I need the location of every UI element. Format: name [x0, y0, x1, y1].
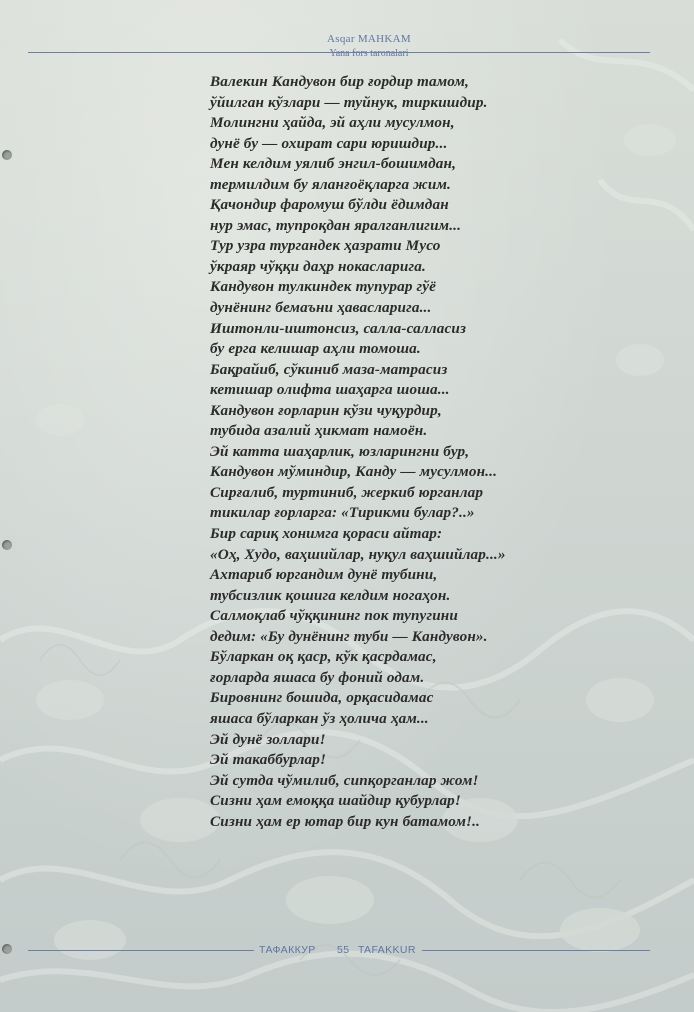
poem-line: Кандувон тулкиндек тупурар гўё: [210, 278, 437, 296]
poem-line: кетишар олифта шаҳарга шоша...: [210, 381, 450, 399]
page-number: 55: [337, 944, 350, 956]
poem-line: Эй такаббурлар!: [210, 751, 327, 769]
header-work-title: Yana fors taronalari: [329, 48, 409, 59]
poem-line: дунё бу — охират сари юришдир...: [210, 134, 448, 152]
poem-line: ғорларда яшаса бу фоний одам.: [210, 668, 425, 686]
poem-line: Сизни ҳам ер ютар бир кун батамом!..: [210, 812, 480, 830]
poem-line: Молингни ҳайда, эй аҳли мусулмон,: [210, 114, 455, 132]
poem-line: Салмоқлаб чўққининг пок тупугини: [210, 607, 458, 625]
poem-line: Қачондир фаромуш бўлди ёдимдан: [210, 196, 449, 214]
poem-line: «Оҳ, Худо, ваҳшийлар, нуқул ваҳшийлар...»: [210, 545, 506, 563]
poem-line: термилдим бу яланғоёқларга жим.: [210, 175, 451, 193]
binder-hole-bottom: [2, 944, 12, 954]
binder-hole-middle: [2, 540, 12, 550]
poem-line: Эй катта шаҳарлик, юзларингни бур,: [210, 442, 470, 460]
footer-journal-name-cyrillic: ТАФАККУР: [259, 944, 316, 956]
poem-line: ўйилган кўзлари — туйнук, тиркишдир.: [210, 93, 488, 111]
poem-line: тубсизлик қошига келдим ногаҳон.: [210, 586, 451, 604]
poem-line: Мен келдим уялиб энгил-бошимдан,: [210, 155, 457, 173]
poem-text: [210, 72, 610, 832]
poem-line: Эй сутда чўмилиб, сипқорганлар жом!: [210, 771, 479, 789]
header-author: Asqar MAHKAM: [327, 33, 411, 45]
poem-line: дунёнинг бемаъни ҳавасларига...: [210, 299, 432, 317]
footer-rule-left: [28, 950, 254, 951]
poem-line: Эй дунё золлари!: [210, 730, 326, 748]
poem-line: Сирғалиб, туртиниб, жеркиб юрганлар: [210, 483, 484, 501]
poem-line: Бақрайиб, сўкиниб маза-матрасиз: [210, 360, 448, 378]
header-rule: [28, 52, 650, 53]
poem-line: яшаса бўларкан ўз ҳолича ҳам...: [210, 709, 429, 727]
poem-line: дедим: «Бу дунёнинг туби — Кандувон».: [210, 627, 488, 645]
poem-line: Валекин Кандувон бир ғордир тамом,: [210, 73, 469, 90]
footer-rule-right: [422, 950, 650, 951]
poem-line: Кандувон ғорларин кўзи чуқурдир,: [210, 401, 442, 419]
poem-line: Ахтариб юргандим дунё тубини,: [210, 566, 438, 584]
poem-line: Бировнинг бошида, орқасидамас: [210, 689, 434, 707]
poem-line: тикилар ғорларга: «Тирикми булар?..»: [210, 504, 475, 522]
binder-hole-top: [2, 150, 12, 160]
poem-line: Бир сариқ хонимга қораси айтар:: [210, 525, 443, 543]
poem-line: бу ерга келишар аҳли томоша.: [210, 340, 421, 358]
poem-line: Сизни ҳам емоққа шайдир қубурлар!: [210, 792, 461, 810]
poem-line: Бўларкан оқ қаср, кўк қасрдамас,: [210, 648, 437, 666]
running-header: [289, 34, 449, 59]
poem-line: Кандувон мўминдир, Канду — мусулмон...: [210, 463, 498, 481]
poem-line: тубида азалий ҳикмат намоён.: [210, 422, 428, 440]
page-footer: [28, 941, 650, 959]
poem-line: нур эмас, тупроқдан яралганлигим...: [210, 216, 462, 234]
footer-journal-name-latin: TAFAKKUR: [358, 944, 416, 956]
poem-line: Тур узра тургандек ҳазрати Мусо: [210, 237, 441, 255]
poem-line: ўкраяр чўққи даҳр нокасларига.: [210, 257, 426, 275]
poem-line: Иштонли-иштонсиз, салла-салласиз: [210, 319, 467, 337]
